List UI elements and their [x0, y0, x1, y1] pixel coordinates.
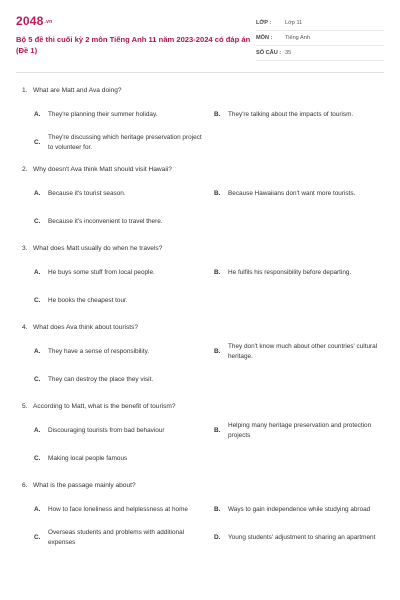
meta-row-class: [256, 16, 384, 31]
option-text: They're discussing which heritage preservation project to volunteer for.: [48, 134, 202, 151]
option-text: Because it's inconvenient to travel there.: [48, 218, 163, 226]
meta-value: Lớp 11: [285, 20, 303, 26]
document-title: Bộ 5 đề thi cuối kỳ 2 môn Tiếng Anh 11 năm 2023-2024 có đáp án (Đề 1): [16, 35, 251, 55]
option-a[interactable]: [34, 499, 204, 521]
option-text: They have a sense of responsibility.: [48, 348, 150, 356]
option-text: Discouraging tourists from bad behaviour: [48, 427, 165, 435]
option-b[interactable]: [214, 420, 384, 442]
meta-row-subject: [256, 31, 384, 46]
meta-row-count: [256, 46, 384, 61]
option-c[interactable]: [34, 369, 204, 391]
meta-info: [256, 14, 384, 72]
option-letter: B.: [214, 348, 221, 356]
option-text: He buys some stuff from local people.: [48, 269, 155, 277]
option-text: He fulfils his responsibility before departing.: [228, 269, 352, 277]
option-letter: B.: [214, 111, 221, 119]
option-letter: C.: [34, 455, 41, 463]
option-a[interactable]: [34, 420, 204, 442]
option-text: They're talking about the impacts of tourism.: [228, 111, 354, 119]
option-letter: C.: [34, 297, 41, 305]
option-text: Young students' adjustment to sharing an apartment: [228, 534, 376, 542]
option-c[interactable]: [34, 132, 204, 154]
header: [16, 0, 384, 72]
option-text: They can destroy the place they visit.: [48, 376, 154, 384]
question-list: [16, 72, 384, 549]
question-2: [16, 163, 384, 233]
option-a[interactable]: [34, 104, 204, 126]
question-6: [16, 479, 384, 549]
option-b[interactable]: [214, 262, 384, 284]
option-letter: A.: [34, 269, 41, 277]
meta-key: MÔN :: [256, 35, 273, 41]
option-letter: B.: [214, 269, 221, 277]
option-b[interactable]: [214, 499, 384, 521]
option-text: They're planning their summer holiday.: [48, 111, 158, 119]
question-4: [16, 321, 384, 391]
option-c[interactable]: [34, 211, 204, 233]
option-text: Helping many heritage preservation and protection projects: [228, 422, 372, 439]
option-letter: A.: [34, 506, 41, 514]
meta-value: Tiếng Anh: [285, 35, 310, 41]
option-text: Overseas students and problems with additional expenses: [48, 529, 185, 546]
option-text: Because Hawaiians don't want more tourists.: [228, 190, 356, 198]
option-text: Ways to gain independence while studying abroad: [228, 506, 371, 514]
question-text: What does Ava think about tourists?: [33, 323, 139, 331]
question-text: What are Matt and Ava doing?: [33, 86, 122, 94]
option-a[interactable]: [34, 183, 204, 205]
option-letter: A.: [34, 427, 41, 435]
option-letter: A.: [34, 348, 41, 356]
option-b[interactable]: [214, 341, 384, 363]
option-text: Because it's tourist season.: [48, 190, 126, 198]
meta-value: 35: [285, 50, 292, 56]
header-divider: [16, 72, 384, 73]
option-letter: A.: [34, 190, 41, 198]
option-letter: A.: [34, 111, 41, 119]
option-text: He books the cheapest tour.: [48, 297, 128, 305]
option-c[interactable]: [34, 290, 204, 312]
option-text: They don't know much about other countries' cultural heritage.: [228, 343, 378, 360]
meta-key: LỚP :: [256, 20, 272, 26]
option-b[interactable]: [214, 183, 384, 205]
question-number: 5.: [22, 402, 28, 410]
option-d[interactable]: [214, 527, 384, 549]
option-letter: C.: [34, 218, 41, 226]
question-5: [16, 400, 384, 470]
option-a[interactable]: [34, 262, 204, 284]
option-b[interactable]: [214, 104, 384, 126]
question-3: [16, 242, 384, 312]
option-letter: C.: [34, 534, 41, 542]
question-number: 1.: [22, 86, 28, 94]
logo-suffix: .vn: [44, 18, 53, 25]
question-text: What is the passage mainly about?: [33, 481, 136, 489]
logo-text: 2048: [16, 14, 44, 28]
option-letter: B.: [214, 506, 221, 514]
option-c[interactable]: [34, 527, 204, 549]
question-number: 6.: [22, 481, 28, 489]
option-letter: B.: [214, 190, 221, 198]
option-letter: D.: [214, 534, 221, 542]
option-c[interactable]: [34, 448, 204, 470]
header-left: [16, 14, 256, 72]
option-text: How to face loneliness and helplessness at home: [48, 506, 188, 514]
option-text: Making local people famous: [48, 455, 128, 463]
question-1: [16, 84, 384, 154]
site-logo[interactable]: [16, 14, 256, 28]
option-a[interactable]: [34, 341, 204, 363]
option-letter: C.: [34, 376, 41, 384]
question-number: 4.: [22, 323, 28, 331]
question-text: Why doesn't Ava think Matt should visit Hawaii?: [33, 165, 172, 173]
meta-key: SỐ CÂU :: [256, 50, 282, 56]
option-letter: C.: [34, 139, 41, 147]
option-letter: B.: [214, 427, 221, 435]
question-text: What does Matt usually do when he travels?: [33, 244, 163, 252]
question-number: 2.: [22, 165, 28, 173]
question-text: According to Matt, what is the benefit of tourism?: [33, 402, 176, 410]
question-number: 3.: [22, 244, 28, 252]
